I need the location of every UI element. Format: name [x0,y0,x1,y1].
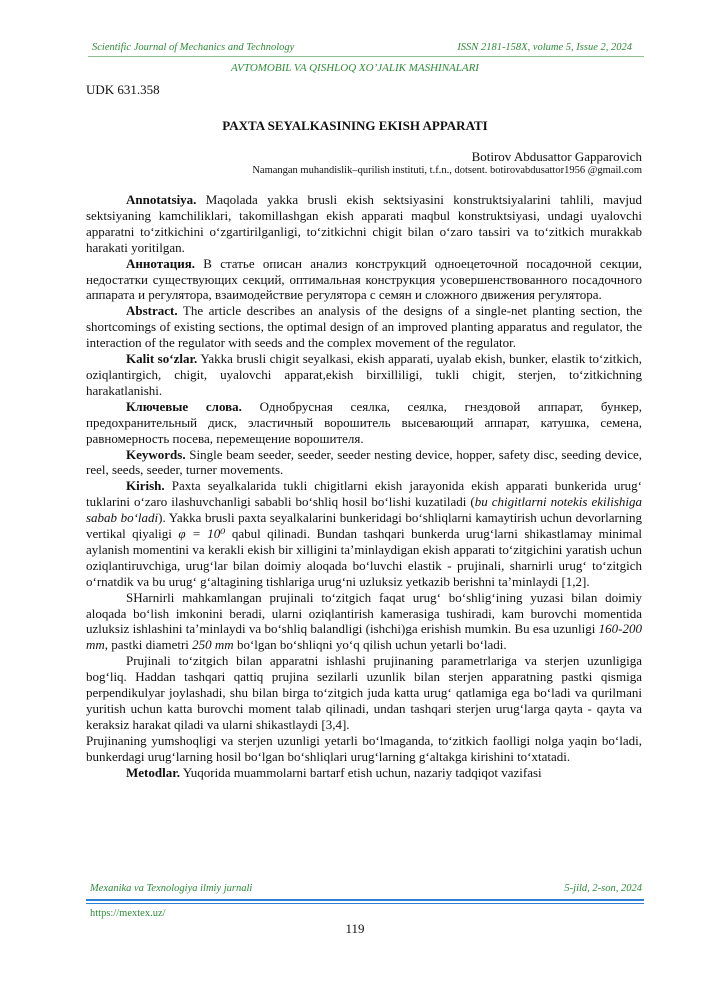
abstract-uz: Annotatsiya. Maqolada yakka brusli ekish sektsiyasini konstruktsiyalarini tahlili, mavjud sektsiyaning kamchiliklari, takomillashgan ekish apparati maqbul konstruktsiyasi, undagi uyalovchi apparatni to‘zitkichini o‘zgartirilganligi, to‘zitkichni chigit bilan o‘zaro taьsiri va to‘zitkich murakkab harakati yoritilgan. [86,192,642,255]
author-affiliation: Namangan muhandislik–qurilish instituti, t.f.n., dotsent. botirovabdusattor1956 @gmail.com [252,165,642,176]
running-header [92,42,632,53]
keywords-en: Keywords. Single beam seeder, seeder, seeder nesting device, hopper, safety disc, seeding device, reel, seeds, seeder, turner movements. [86,446,642,478]
article-body [86,192,642,781]
intro-paragraph-1: Kirish. Paxta seyalkalarida tukli chigitlarni ekish jarayonida ekish apparati bunkerida urug‘ tuklarini o‘zaro ilashuvchanligi sababli bo‘shliq hosil bo‘lishi kuzatiladi (bu chigitlarni notekis ekilishiga sabab bo‘ladi). Yakka brusli paxta seyalkalarini bunkeridagi bo‘shliqlarni kamaytirish uchun devorlarning vertikal qiyaligi φ = 10⁰ qabul qilinadi. Bundan tashqari bunkerda urug‘larni shikastlamay minimal aylanish momentini va kerakli ekish bir xilligini ta’minlaydigan ekish apparati to‘zitgichini yaratish uchun oziqlantiruvchiga, urug‘lar bilan doimiy aloqada bo‘luvchi elastik - prujinali, sharnirli urug‘ to‘zitgich o‘rnatdik va bu urug‘ g‘altagining tishlariga urug‘ni uzluksiz yetkazib berishni ta’minlaydi [1,2]. [86,478,643,589]
udk-code: UDK 631.358 [86,82,160,97]
keywords-ru: Ключевые слова. Однобрусная сеялка, сеялка, гнездовой аппарат, бункер, предохранительный диск, эластичный ворошитель высевающий аппарат, катушка, семена, равномерность посева, перемещение ворошителя. [86,398,642,446]
keywords-uz: Kalit so‘zlar. Yakka brusli chigit seyalkasi, ekish apparati, uyalab ekish, bunker, elastik to‘zitkich, oziqlantirgich, chigit, uyalovchi apparat,ekish birxilliligi, tukli chigit, sterjen, to‘zitkichning harakatlanishi. [86,351,642,398]
journal-name: Scientific Journal of Mechanics and Technology [92,42,295,53]
intro-paragraph-3: Prujinali to‘zitgich bilan apparatni ishlashi prujinaning parametrlariga va sterjen uzunligiga bog‘liq. Haddan tashqari qattiq prujina sezilarli uzunlik bilan sterjen apparatning pastki qismiga perpendikulyar joylashadi, shu bilan birga to‘zitgich juda katta urug‘ qatlamiga ega bo‘ladi va qurilmani yuritish uchun katta burovchi moment talab qilinadi, undan tashqari sterjen urug‘larga qayta - qayta va keraksiz harakat qiladi va ularni shikastlaydi [3,4]. [86,653,642,732]
intro-paragraph-4: Prujinaning yumshoqligi va sterjen uzunligi yetarli bo‘lmaganda, to‘zitkich faolligi nolga yaqin bo‘ladi, bunkerdagi urug‘larning hosil bo‘lgan bo‘shliqlari urug‘larning g‘altakga kirishini to‘xtatadi. [86,732,642,764]
paper-title: PAXTA SEYALKASINING EKISH APPARATI [222,118,488,133]
methods-paragraph: Metodlar. Yuqorida muammolarni bartarf etish uchun, nazariy tadqiqot vazifasi [126,764,542,780]
abstract-en: Abstract. The article describes an analysis of the designs of a single-net planting section, the shortcomings of existing sections, the optimal design of an improved planting apparatus and regulator, the interaction of the regulator with seeds and the complex movement of the regulator. [86,303,642,351]
page-number: 119 [345,921,365,936]
abstract-ru: Аннотация. В статье описан анализ конструкций одноецеточной посадочной секции, недостатки существующих секций, оптимальная конструкция усовершенствованного посадочного аппарата и регулятора, взаимодействие регулятора с семян и сложного движения регулятора. [86,255,642,303]
journal-url[interactable]: https://mextex.uz/ [90,908,166,919]
formula: φ = 10⁰ [178,526,226,542]
running-footer [90,883,642,894]
footer-journal: Mexanika va Texnologiya ilmiy jurnali [90,883,253,894]
author-name: Botirov Abdusattor Gapparovich [471,149,642,164]
section-heading: AVTOMOBIL VA QISHLOQ XO’JALIK MASHINALARI [231,62,479,74]
intro-paragraph-2: SHarnirli mahkamlangan prujinali to‘zitgich faqat urug‘ bo‘shlig‘ining yuzasi bilan doimiy aloqada bo‘lish imkonini beradi, ularni oziqlantirish kamerasiga tushiradi, kam burovchi momentida uzluksiz ishlashini ta’minlaydi va bo‘shliq balandligi (ishchi)ga erishish mumkin. Bu esa uzunligi 160-200 mm, pastki diametri 250 mm bo‘lgan bo‘shliqni yo‘q qilish uchun yetarli bo‘ladi. [86,589,642,653]
footer-rule [86,899,644,901]
issn-info: ISSN 2181-158X, volume 5, Issue 2, 2024 [457,42,632,53]
footer-issue: 5-jild, 2-son, 2024 [564,883,642,894]
header-rule [88,56,644,57]
footer-rule-thin [86,903,644,904]
